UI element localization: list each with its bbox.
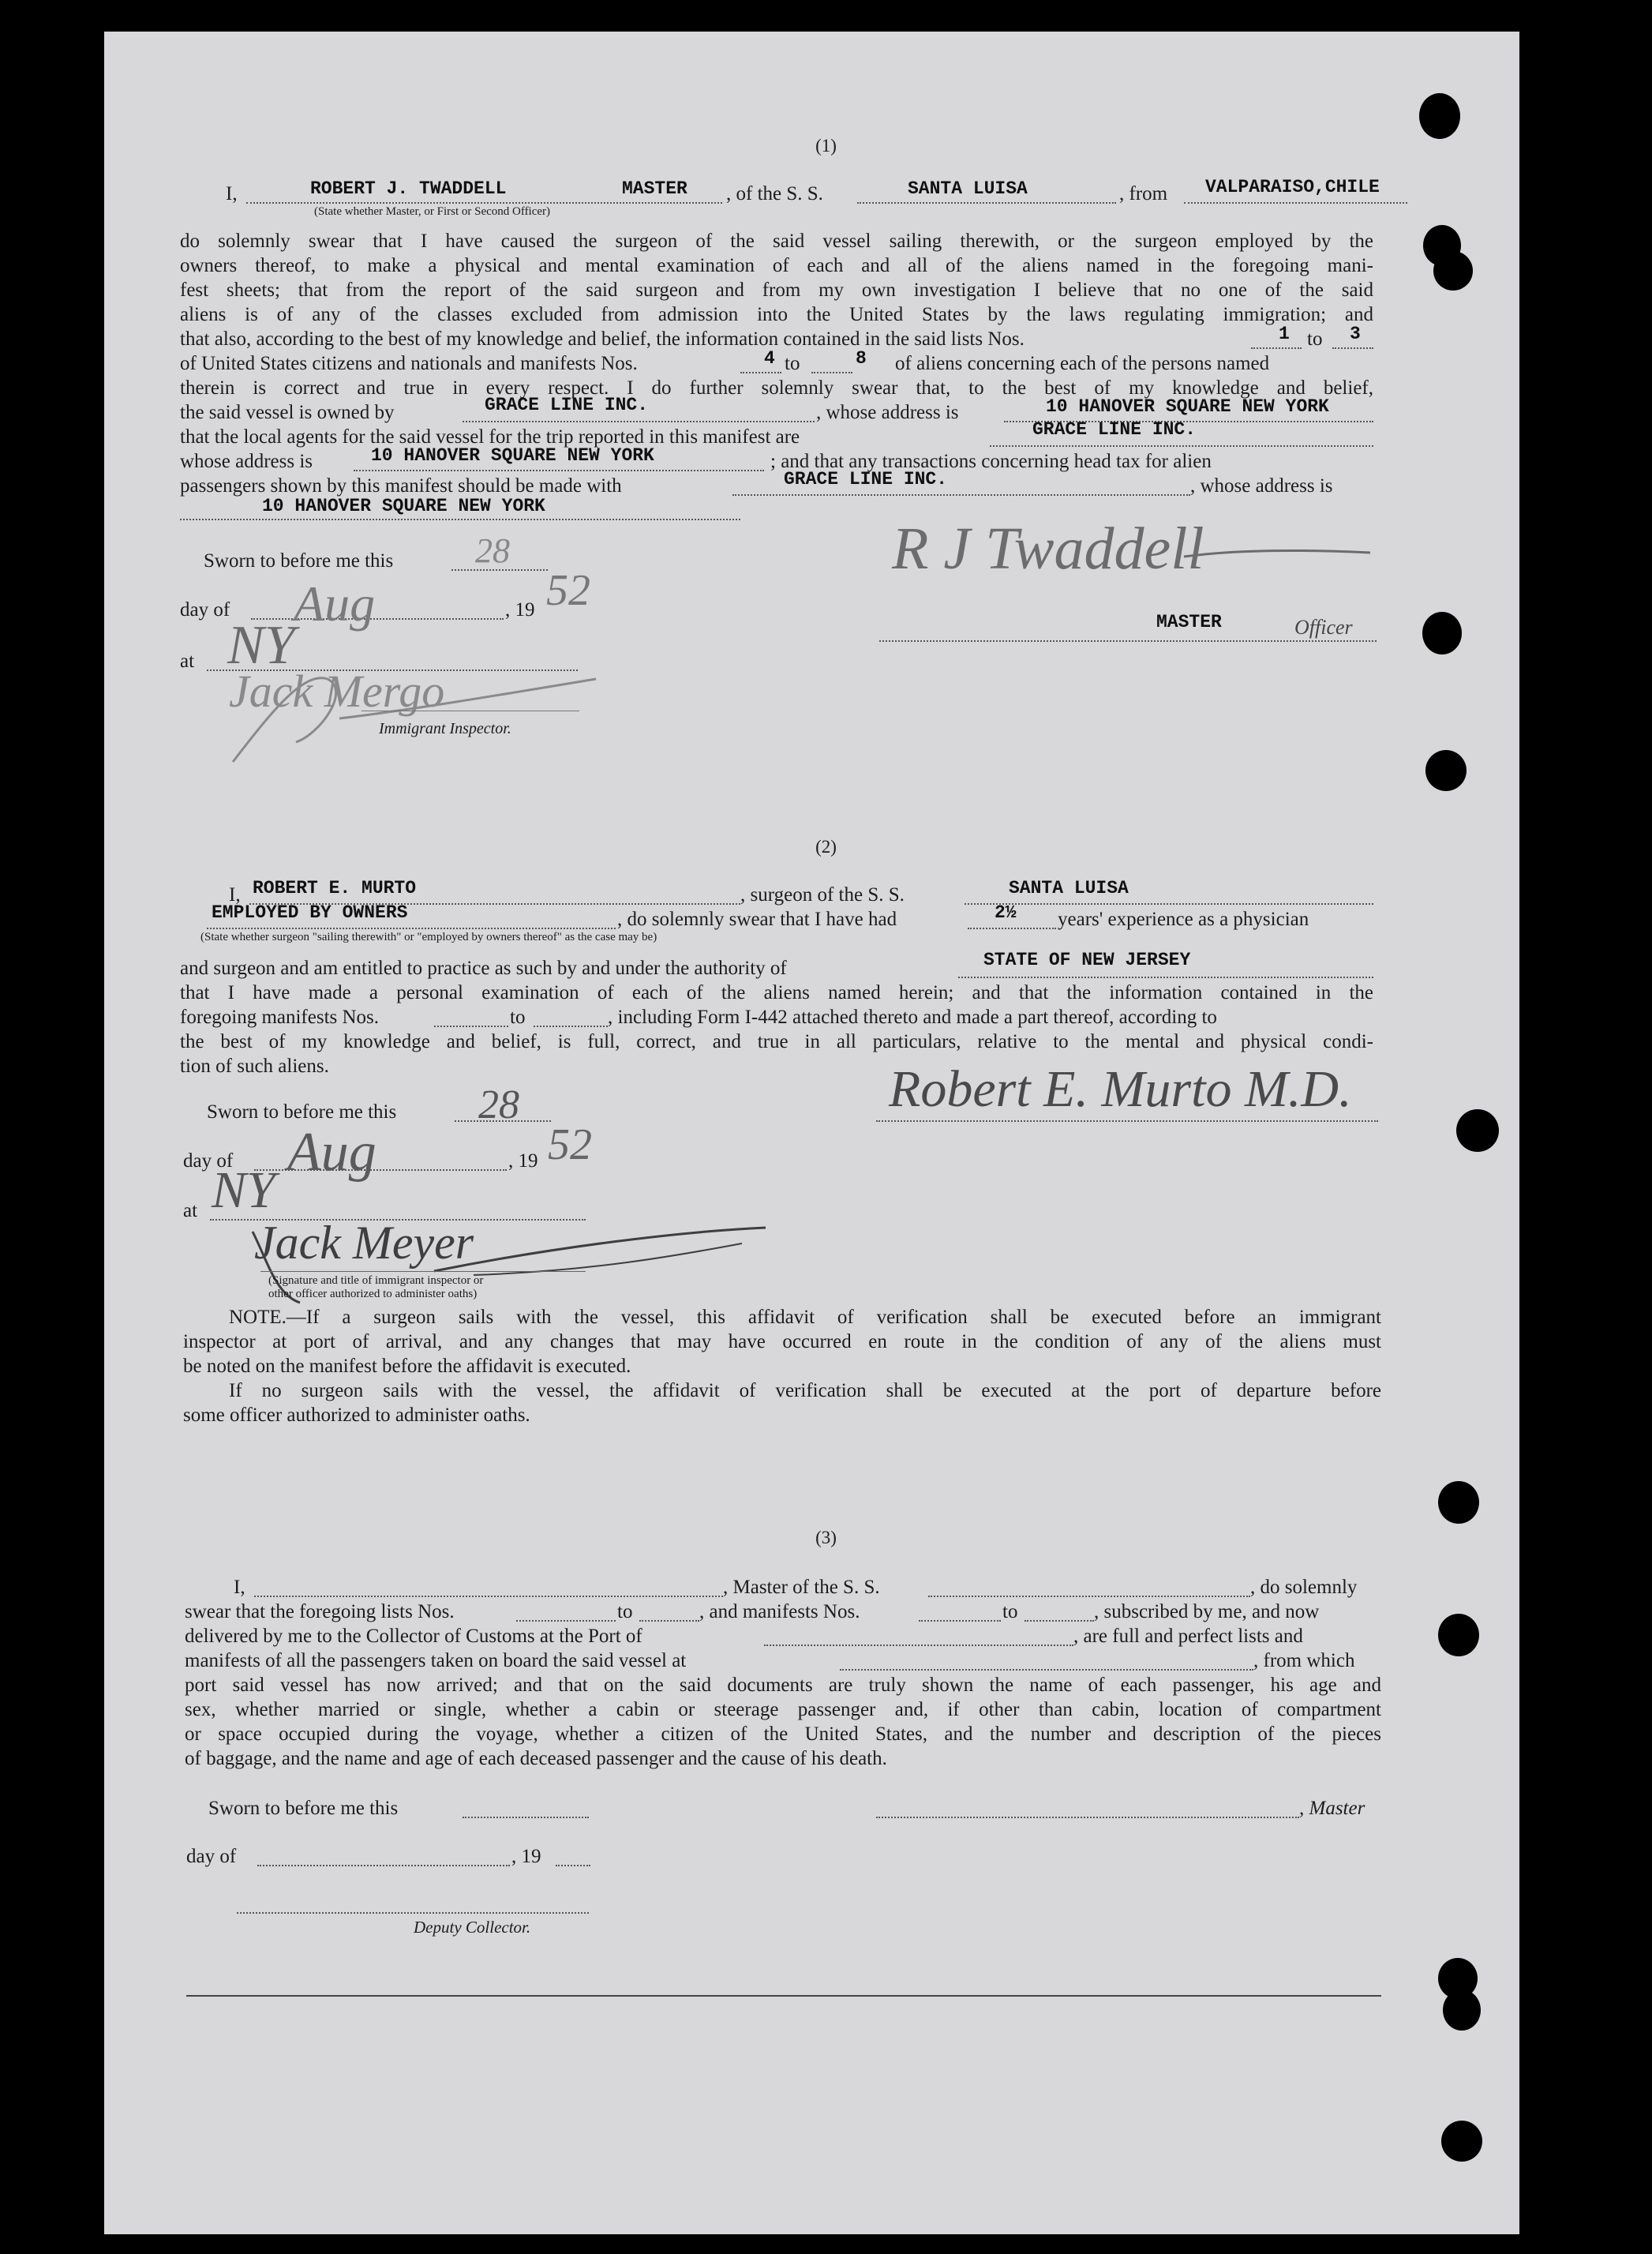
head-tax-address: 10 HANOVER SQUARE NEW YORK	[262, 496, 545, 516]
section-2-line: the best of my knowledge and belief, is full, correct, and true in all particulars, relative to the mental and physical condi-	[180, 1031, 1373, 1052]
section-2-number: (2)	[815, 837, 837, 857]
rank-caption: (State whether Master, or First or Second Officer)	[314, 205, 551, 218]
sworn-label: Sworn to before me this	[208, 1798, 399, 1819]
section-2-line: that I have made a personal examination of each of the aliens named herein; and that the information contained in the	[180, 982, 1373, 1003]
lists-from: 1	[1279, 324, 1290, 344]
section-3-line: , are full and perfect lists and	[1073, 1626, 1303, 1647]
section-2-vessel: SANTA LUISA	[1009, 878, 1129, 898]
owner-address: 10 HANOVER SQUARE NEW YORK	[1046, 396, 1329, 417]
section-3-line: , subscribed by me, and now	[1094, 1601, 1320, 1622]
section-1-line: do solemnly swear that I have caused the surgeon of the said vessel sailing therewith, or the surgeon employed by the	[180, 231, 1373, 252]
inspector-signature-2: Jack Meyer	[254, 1217, 474, 1269]
year-prefix: , 19	[508, 1150, 538, 1172]
years-text: years' experience as a physician	[1058, 909, 1309, 930]
section-1-line: of aliens concerning each of the persons named	[895, 353, 1270, 374]
from-port: VALPARAISO,CHILE	[1205, 177, 1380, 197]
note-line: If no surgeon sails with the vessel, the affidavit of verification shall be executed at the port of departure before	[229, 1380, 1381, 1401]
sig-caption-line-1: (Signature and title of immigrant inspector or	[268, 1274, 484, 1287]
section-1-line: passengers shown by this manifest should be made with	[180, 475, 622, 497]
section-3-line: or space occupied during the voyage, whether a citizen of the United States, and the number and description of the pieces	[185, 1723, 1381, 1745]
section-3-line: manifests of all the passengers taken on board the said vessel at	[185, 1650, 687, 1671]
binder-hole	[1425, 750, 1467, 791]
sworn-day: 28	[475, 531, 510, 570]
section-1-line: ; and that any transactions concerning head tax for alien	[770, 451, 1212, 472]
inspector-signature-1: Jack Mergo	[229, 666, 445, 717]
to-label: to	[510, 1007, 526, 1028]
vessel-name: SANTA LUISA	[908, 178, 1028, 199]
section-1-line: aliens is of any of the classes excluded from admission into the United States by the laws regulating immigration; and	[180, 304, 1373, 325]
day-of-label: day of	[183, 1150, 234, 1172]
authority: STATE OF NEW JERSEY	[983, 950, 1191, 970]
years-experience: 2½	[995, 902, 1017, 923]
inspector-caption: Immigrant Inspector.	[379, 720, 511, 737]
section-1-line: of United States citizens and nationals and manifests Nos.	[180, 353, 638, 374]
lists-to: 3	[1350, 324, 1361, 344]
section-1-line: therein is correct and true in every respect. I do further solemnly swear that, to the best of my knowledge and belief,	[180, 377, 1373, 399]
at-place: NY	[227, 615, 295, 676]
binder-hole	[1419, 93, 1460, 139]
to-label: to	[617, 1601, 633, 1622]
at-place: NY	[212, 1161, 275, 1219]
sworn-label: Sworn to before me this	[204, 550, 394, 572]
section-3-number: (3)	[815, 1528, 837, 1547]
to-label: to	[1307, 328, 1323, 350]
surgeon-of-label: , surgeon of the S. S.	[740, 884, 905, 906]
do-solemnly-label: , do solemnly	[1250, 1577, 1358, 1598]
sworn-day: 28	[478, 1082, 519, 1127]
binder-hole	[1433, 251, 1473, 291]
at-label: at	[183, 1200, 198, 1221]
binder-hole	[1438, 1481, 1479, 1524]
section-3-line: , and manifests Nos.	[699, 1601, 860, 1622]
master-title: MASTER	[1156, 612, 1222, 632]
year-suffix: 52	[548, 1120, 592, 1169]
section-1-line: the said vessel is owned by	[180, 402, 395, 423]
section-2-line: tion of such aliens.	[180, 1056, 329, 1077]
section-1-line: whose address is	[180, 451, 313, 472]
sworn-label: Sworn to before me this	[207, 1101, 397, 1123]
section-1-line: that also, according to the best of my knowledge and belief, the information contained in the said lists Nos.	[180, 328, 1025, 350]
owner: GRACE LINE INC.	[485, 395, 649, 415]
swear-text: , do solemnly swear that I have had	[617, 909, 897, 930]
section-1-i: I,	[226, 183, 238, 204]
note-line: inspector at port of arrival, and any changes that may have occurred en route in the condition of any of the aliens must	[183, 1331, 1381, 1352]
agents-address: 10 HANOVER SQUARE NEW YORK	[371, 445, 654, 466]
surgeon-signature: Robert E. Murto M.D.	[889, 1060, 1352, 1118]
section-3-line: sex, whether married or single, whether a cabin or steerage passenger and, if other than cabin, location of compartment	[185, 1699, 1381, 1720]
section-3-line: swear that the foregoing lists Nos.	[185, 1601, 455, 1622]
employment: EMPLOYED BY OWNERS	[212, 902, 408, 923]
master-label: , Master	[1299, 1798, 1365, 1819]
master-of-label: , Master of the S. S.	[723, 1577, 880, 1598]
section-1-line: , whose address is	[816, 402, 959, 423]
section-1-line: , whose address is	[1190, 475, 1333, 497]
day-of-label: day of	[186, 1846, 237, 1867]
head-tax-party: GRACE LINE INC.	[784, 469, 948, 489]
surgeon-name: ROBERT E. MURTO	[253, 878, 417, 898]
section-3-i: I,	[234, 1577, 245, 1598]
section-1-line: that the local agents for the said vessel for the trip reported in this manifest are	[180, 426, 800, 448]
inspector-signature-2-strokes	[237, 1216, 774, 1318]
binder-hole	[1443, 1990, 1481, 2031]
section-3-line: port said vessel has now arrived; and that on the said documents are truly shown the name of each passenger, his age and	[185, 1675, 1381, 1696]
note-line: NOTE.—If a surgeon sails with the vessel, this affidavit of verification shall be executed before an immigrant	[229, 1307, 1381, 1328]
section-2-line: foregoing manifests Nos.	[180, 1007, 380, 1028]
year-suffix: 52	[546, 566, 590, 615]
section-2-line: , including Form I-442 attached thereto and made a part thereof, according to	[608, 1007, 1217, 1028]
collector-caption: Deputy Collector.	[414, 1918, 531, 1937]
of-the-ss-label: , of the S. S.	[726, 183, 823, 204]
section-1-line: fest sheets; that from the report of the said surgeon and from my own investigation I believe that no one of the said	[180, 279, 1373, 301]
year-prefix: , 19	[511, 1846, 541, 1867]
manifests-from: 4	[764, 348, 775, 369]
year-prefix: , 19	[505, 599, 535, 621]
binder-hole	[1456, 1109, 1499, 1152]
master-signature: R J Twaddell	[892, 516, 1204, 582]
day-of-label: day of	[180, 599, 230, 621]
local-agents: GRACE LINE INC.	[1032, 419, 1197, 440]
master-signature-flourish	[1184, 545, 1373, 568]
section-2-i: I,	[229, 884, 241, 906]
note-line: be noted on the manifest before the affidavit is executed.	[183, 1356, 631, 1377]
binder-hole	[1422, 612, 1462, 654]
section-3-line: delivered by me to the Collector of Customs at the Port of	[185, 1626, 642, 1647]
binder-hole	[1441, 2121, 1482, 2162]
section-1-line: owners thereof, to make a physical and mental examination of each and all of the aliens named in the foregoing mani-	[180, 255, 1373, 276]
master-rank: MASTER	[622, 178, 687, 199]
binder-hole	[1438, 1614, 1479, 1656]
master-name: ROBERT J. TWADDELL	[310, 178, 507, 199]
manifests-to: 8	[856, 348, 867, 369]
sworn-month: Aug	[294, 576, 376, 632]
section-3-line: , from which	[1253, 1650, 1355, 1671]
to-label: to	[1002, 1601, 1018, 1622]
note-line: some officer authorized to administer oaths.	[183, 1405, 530, 1426]
section-3-line: of baggage, and the name and age of each deceased passenger and the cause of his death.	[185, 1748, 887, 1769]
to-label: to	[785, 353, 800, 374]
section-1-number: (1)	[815, 136, 837, 156]
employment-caption: (State whether surgeon "sailing therewith" or "employed by owners thereof" as the case may be)	[200, 931, 657, 943]
sig-caption-line-2: other officer authorized to administer oaths)	[268, 1288, 478, 1300]
officer-word: Officer	[1294, 616, 1353, 639]
from-label: , from	[1119, 183, 1168, 204]
practice-line: and surgeon and am entitled to practice as such by and under the authority of	[180, 958, 787, 979]
at-label: at	[180, 651, 195, 672]
sworn-month: Aug	[287, 1122, 376, 1183]
